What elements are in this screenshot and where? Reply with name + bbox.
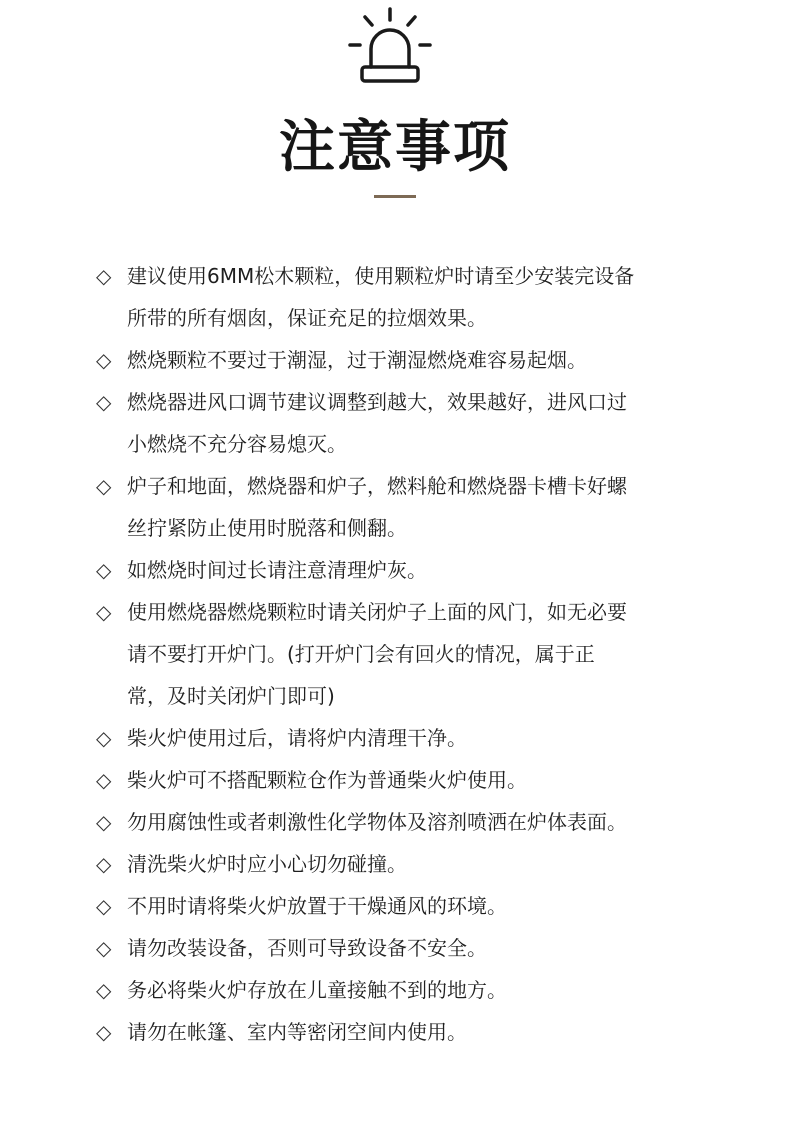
notice-text-line: 柴火炉使用过后，请将炉内清理干净。 — [127, 726, 467, 750]
notice-text-line: 不用时请将柴火炉放置于干燥通风的环境。 — [127, 894, 507, 918]
diamond-bullet-icon: ◇ — [96, 348, 112, 372]
notice-text-line: 丝拧紧防止使用时脱落和侧翻。 — [127, 516, 407, 540]
diamond-bullet-icon: ◇ — [96, 852, 112, 876]
notice-text-line: 小燃烧不充分容易熄灭。 — [127, 432, 347, 456]
notice-text-line: 务必将柴火炉存放在儿童接触不到的地方。 — [127, 978, 507, 1002]
notice-item — [96, 969, 706, 1011]
diamond-bullet-icon: ◇ — [96, 768, 112, 792]
notice-text-line: 柴火炉可不搭配颗粒仓作为普通柴火炉使用。 — [127, 768, 527, 792]
notice-item — [96, 843, 706, 885]
diamond-bullet-icon: ◇ — [96, 558, 112, 582]
notice-item — [96, 717, 706, 759]
diamond-bullet-icon: ◇ — [96, 264, 112, 288]
notice-text-line: 请不要打开炉门。(打开炉门会有回火的情况，属于正 — [127, 642, 595, 666]
notice-item — [96, 885, 706, 927]
notice-text-line: 常，及时关闭炉门即可) — [127, 684, 335, 708]
diamond-bullet-icon: ◇ — [96, 978, 112, 1002]
notice-list — [96, 255, 706, 1053]
notice-text-line: 建议使用6MM松木颗粒，使用颗粒炉时请至少安装完设备 — [127, 264, 635, 288]
notice-text-line: 炉子和地面，燃烧器和炉子，燃料舱和燃烧器卡槽卡好螺 — [127, 474, 627, 498]
title-underline — [374, 195, 416, 198]
diamond-bullet-icon: ◇ — [96, 936, 112, 960]
notice-item — [96, 801, 706, 843]
notice-item — [96, 381, 706, 465]
alarm-light-icon — [345, 5, 435, 85]
notice-text-line: 所带的所有烟囱，保证充足的拉烟效果。 — [127, 306, 487, 330]
notice-text-line: 燃烧颗粒不要过于潮湿，过于潮湿燃烧难容易起烟。 — [127, 348, 587, 372]
diamond-bullet-icon: ◇ — [96, 894, 112, 918]
notice-item — [96, 759, 706, 801]
notice-item — [96, 549, 706, 591]
notice-item — [96, 255, 706, 339]
diamond-bullet-icon: ◇ — [96, 600, 112, 624]
notice-item — [96, 339, 706, 381]
diamond-bullet-icon: ◇ — [96, 726, 112, 750]
notice-item — [96, 927, 706, 969]
notice-text-line: 燃烧器进风口调节建议调整到越大，效果越好，进风口过 — [127, 390, 627, 414]
notice-text-line: 使用燃烧器燃烧颗粒时请关闭炉子上面的风门，如无必要 — [127, 600, 627, 624]
notice-item — [96, 465, 706, 549]
diamond-bullet-icon: ◇ — [96, 390, 112, 414]
diamond-bullet-icon: ◇ — [96, 1020, 112, 1044]
notice-item — [96, 591, 706, 717]
page-title: 注意事项 — [279, 115, 511, 180]
diamond-bullet-icon: ◇ — [96, 810, 112, 834]
notice-item — [96, 1011, 706, 1053]
notice-text-line: 请勿改装设备，否则可导致设备不安全。 — [127, 936, 487, 960]
notice-text-line: 请勿在帐篷、室内等密闭空间内使用。 — [127, 1020, 467, 1044]
notice-text-line: 如燃烧时间过长请注意清理炉灰。 — [127, 558, 427, 582]
notice-text-line: 清洗柴火炉时应小心切勿碰撞。 — [127, 852, 407, 876]
diamond-bullet-icon: ◇ — [96, 474, 112, 498]
notice-text-line: 勿用腐蚀性或者刺激性化学物体及溶剂喷洒在炉体表面。 — [127, 810, 627, 834]
